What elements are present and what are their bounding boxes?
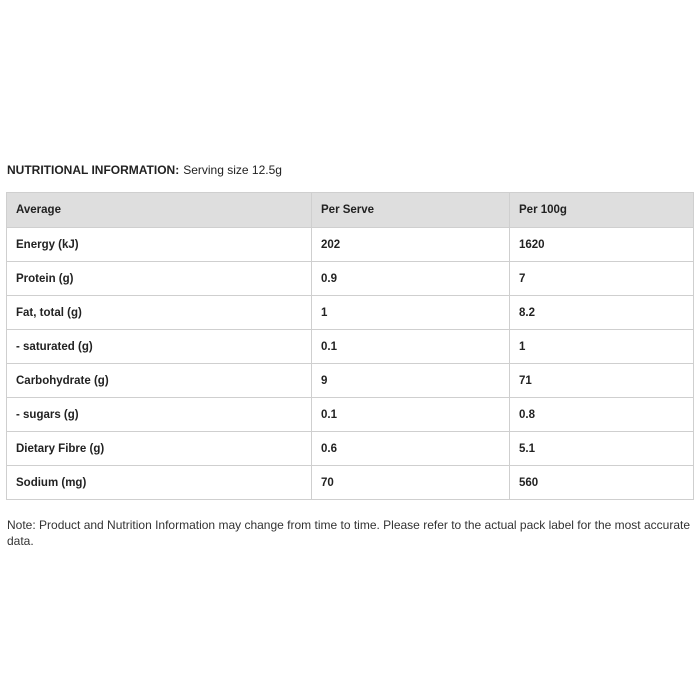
per-100g-value: 1	[510, 330, 694, 364]
per-serve-value: 9	[312, 364, 510, 398]
per-serve-value: 202	[312, 228, 510, 262]
per-100g-value: 8.2	[510, 296, 694, 330]
table-row	[7, 466, 694, 500]
per-100g-value: 560	[510, 466, 694, 500]
table-row	[7, 296, 694, 330]
per-100g-value: 71	[510, 364, 694, 398]
column-header-average: Average	[7, 193, 312, 228]
nutrient-name: - saturated (g)	[7, 330, 312, 364]
nutrition-table	[6, 192, 694, 500]
per-100g-value: 7	[510, 262, 694, 296]
per-serve-value: 1	[312, 296, 510, 330]
per-serve-value: 0.6	[312, 432, 510, 466]
table-header-row	[7, 193, 694, 228]
per-100g-value: 1620	[510, 228, 694, 262]
per-serve-value: 0.1	[312, 330, 510, 364]
nutrient-name: Sodium (mg)	[7, 466, 312, 500]
nutrition-heading	[7, 162, 282, 178]
table-row	[7, 228, 694, 262]
nutrient-name: Energy (kJ)	[7, 228, 312, 262]
serving-size: Serving size 12.5g	[183, 163, 282, 177]
per-100g-value: 0.8	[510, 398, 694, 432]
table-row	[7, 330, 694, 364]
per-serve-value: 0.9	[312, 262, 510, 296]
nutrient-name: - sugars (g)	[7, 398, 312, 432]
nutrient-name: Dietary Fibre (g)	[7, 432, 312, 466]
column-header-per-serve: Per Serve	[312, 193, 510, 228]
column-header-per-100g: Per 100g	[510, 193, 694, 228]
per-serve-value: 0.1	[312, 398, 510, 432]
nutrient-name: Fat, total (g)	[7, 296, 312, 330]
table-row	[7, 432, 694, 466]
nutrient-name: Protein (g)	[7, 262, 312, 296]
heading-label: NUTRITIONAL INFORMATION:	[7, 163, 180, 177]
per-serve-value: 70	[312, 466, 510, 500]
table-row	[7, 398, 694, 432]
nutrient-name: Carbohydrate (g)	[7, 364, 312, 398]
per-100g-value: 5.1	[510, 432, 694, 466]
table-row	[7, 262, 694, 296]
table-row	[7, 364, 694, 398]
disclaimer-note: Note: Product and Nutrition Information may change from time to time. Please refer to the actual pack label for the most accurate data.	[7, 518, 690, 548]
